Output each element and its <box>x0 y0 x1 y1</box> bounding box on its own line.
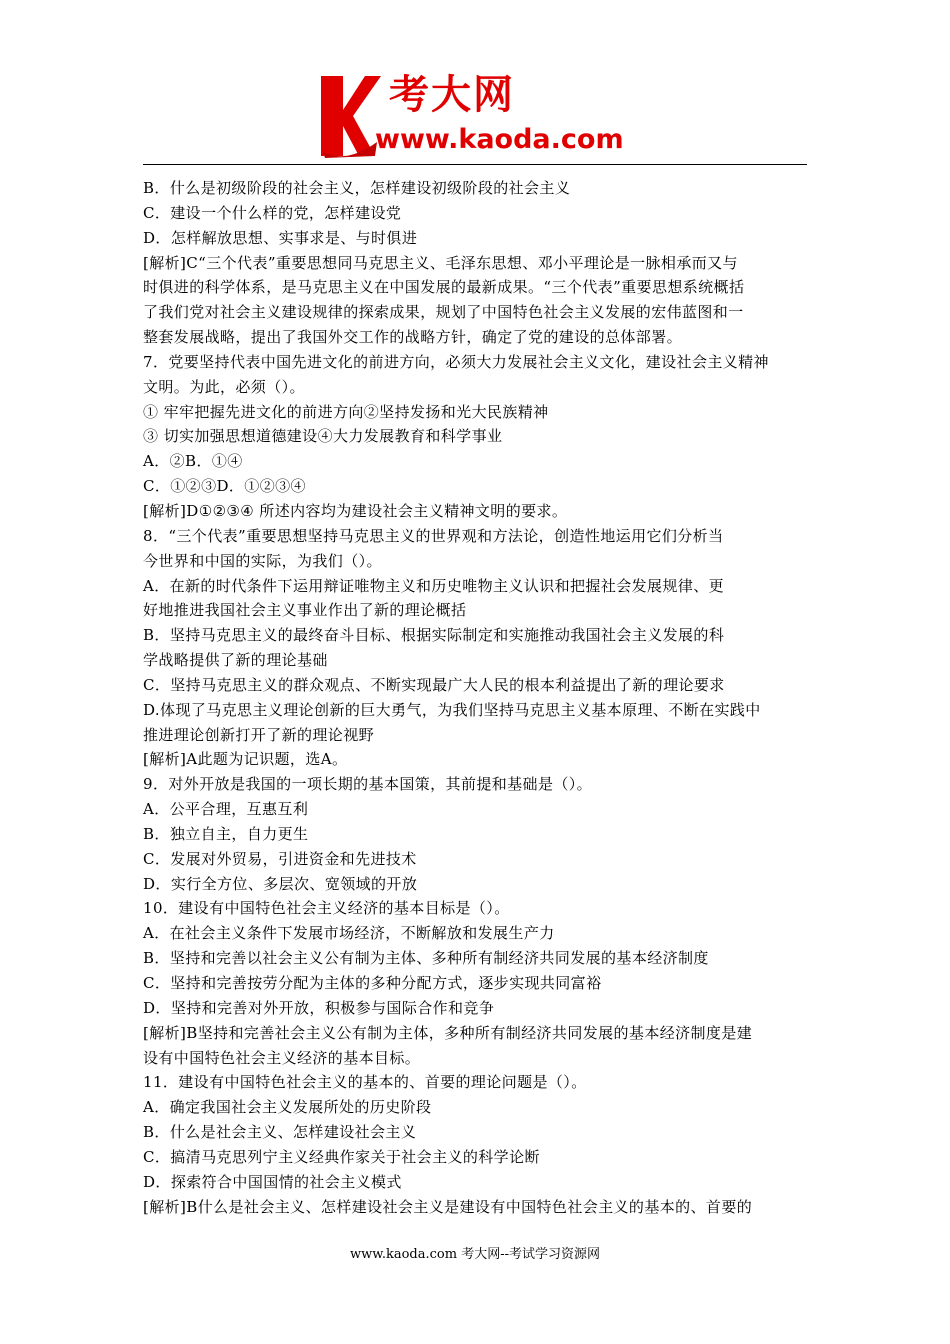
page-footer: www.kaoda.com 考大网--考试学习资源网 <box>350 1247 600 1262</box>
text-line: A．公平合理，互惠互利 <box>143 800 309 819</box>
text-line: 今世界和中国的实际，为我们（）。 <box>143 551 382 570</box>
text-line: A．在社会主义条件下发展市场经济，不断解放和发展生产力 <box>143 924 555 943</box>
site-logo[interactable] <box>317 72 647 160</box>
text-line: [解析]D①②③④ 所述内容均为建设社会主义精神文明的要求。 <box>143 501 568 520</box>
text-line: C．发展对外贸易，引进资金和先进技术 <box>143 849 417 868</box>
text-line: 文明。为此，必须（）。 <box>143 377 305 396</box>
text-line: D．怎样解放思想、实事求是、与时俱进 <box>143 228 418 247</box>
logo-url-text: www.kaoda.com <box>375 124 624 155</box>
text-line: A．在新的时代条件下运用辩证唯物主义和历史唯物主义认识和把握社会发展规律、更 <box>143 576 725 595</box>
text-line: B．坚持和完善以社会主义公有制为主体、多种所有制经济共同发展的基本经济制度 <box>143 949 709 968</box>
text-line: D.体现了马克思主义理论创新的巨大勇气，为我们坚持马克思主义基本原理、不断在实践中 <box>143 700 761 719</box>
text-line: A．②B．①④ <box>143 452 243 471</box>
text-line: ① 牢牢把握先进文化的前进方向②坚持发扬和光大民族精神 <box>143 402 549 421</box>
text-line: 时俱进的科学体系，是马克思主义在中国发展的最新成果。“三个代表”重要思想系统概括 <box>143 278 745 297</box>
text-line: B．什么是社会主义、怎样建设社会主义 <box>143 1123 417 1142</box>
text-line: C．①②③D．①②③④ <box>143 477 306 496</box>
document-body <box>143 176 813 1219</box>
text-line: 8．“三个代表”重要思想坚持马克思主义的世界观和方法论，创造性地运用它们分析当 <box>143 526 724 545</box>
text-line: D．探索符合中国国情的社会主义模式 <box>143 1172 402 1191</box>
text-line: [解析]B什么是社会主义、怎样建设社会主义是建设有中国特色社会主义的基本的、首要的 <box>143 1197 753 1216</box>
text-line: [解析]A此题为记识题，选A。 <box>143 750 348 769</box>
text-line: B．坚持马克思主义的最终奋斗目标、根据实际制定和实施推动我国社会主义发展的科 <box>143 626 725 645</box>
text-line: 好地推进我国社会主义事业作出了新的理论概括 <box>143 601 467 620</box>
text-line: 11．建设有中国特色社会主义的基本的、首要的理论问题是（）。 <box>143 1073 587 1092</box>
text-line: D．实行全方位、多层次、宽领域的开放 <box>143 874 418 893</box>
text-line: 7．党要坚持代表中国先进文化的前进方向，必须大力发展社会主义文化，建设社会主义精神 <box>143 352 769 371</box>
text-line: ③ 切实加强思想道德建设④大力发展教育和科学事业 <box>143 427 503 446</box>
text-line: 整套发展战略，提出了我国外交工作的战略方针，确定了党的建设的总体部署。 <box>143 328 683 347</box>
header-divider <box>143 164 807 165</box>
text-line: 设有中国特色社会主义经济的基本目标。 <box>143 1048 421 1067</box>
text-line: [解析]C“三个代表”重要思想同马克思主义、毛泽东思想、邓小平理论是一脉相承而又与 <box>143 253 738 272</box>
text-line: B．什么是初级阶段的社会主义，怎样建设初级阶段的社会主义 <box>143 179 571 197</box>
text-line: C．搞清马克思列宁主义经典作家关于社会主义的科学论断 <box>143 1147 540 1166</box>
text-line: C．坚持马克思主义的群众观点、不断实现最广大人民的根本利益提出了新的理论要求 <box>143 675 725 694</box>
text-line: 10．建设有中国特色社会主义经济的基本目标是（）。 <box>143 899 510 918</box>
text-line: [解析]B坚持和完善社会主义公有制为主体，多种所有制经济共同发展的基本经济制度是建 <box>143 1023 753 1042</box>
k-logo-icon <box>317 72 383 160</box>
text-line: B．独立自主，自力更生 <box>143 824 309 843</box>
text-line: D．坚持和完善对外开放，积极参与国际合作和竞争 <box>143 998 495 1017</box>
text-line: C．坚持和完善按劳分配为主体的多种分配方式，逐步实现共同富裕 <box>143 974 602 992</box>
text-line: C．建设一个什么样的党，怎样建设党 <box>143 203 402 222</box>
text-line: 推进理论创新打开了新的理论视野 <box>143 725 375 744</box>
text-line: 9．对外开放是我国的一项长期的基本国策，其前提和基础是（）。 <box>143 775 593 794</box>
text-line: 了我们党对社会主义建设规律的探索成果，规划了中国特色社会主义发展的宏伟蓝图和一 <box>143 303 744 322</box>
text-line: A．确定我国社会主义发展所处的历史阶段 <box>143 1098 432 1117</box>
logo-chinese-name: 考大网 <box>389 72 515 118</box>
text-line: 学战略提供了新的理论基础 <box>143 651 328 670</box>
